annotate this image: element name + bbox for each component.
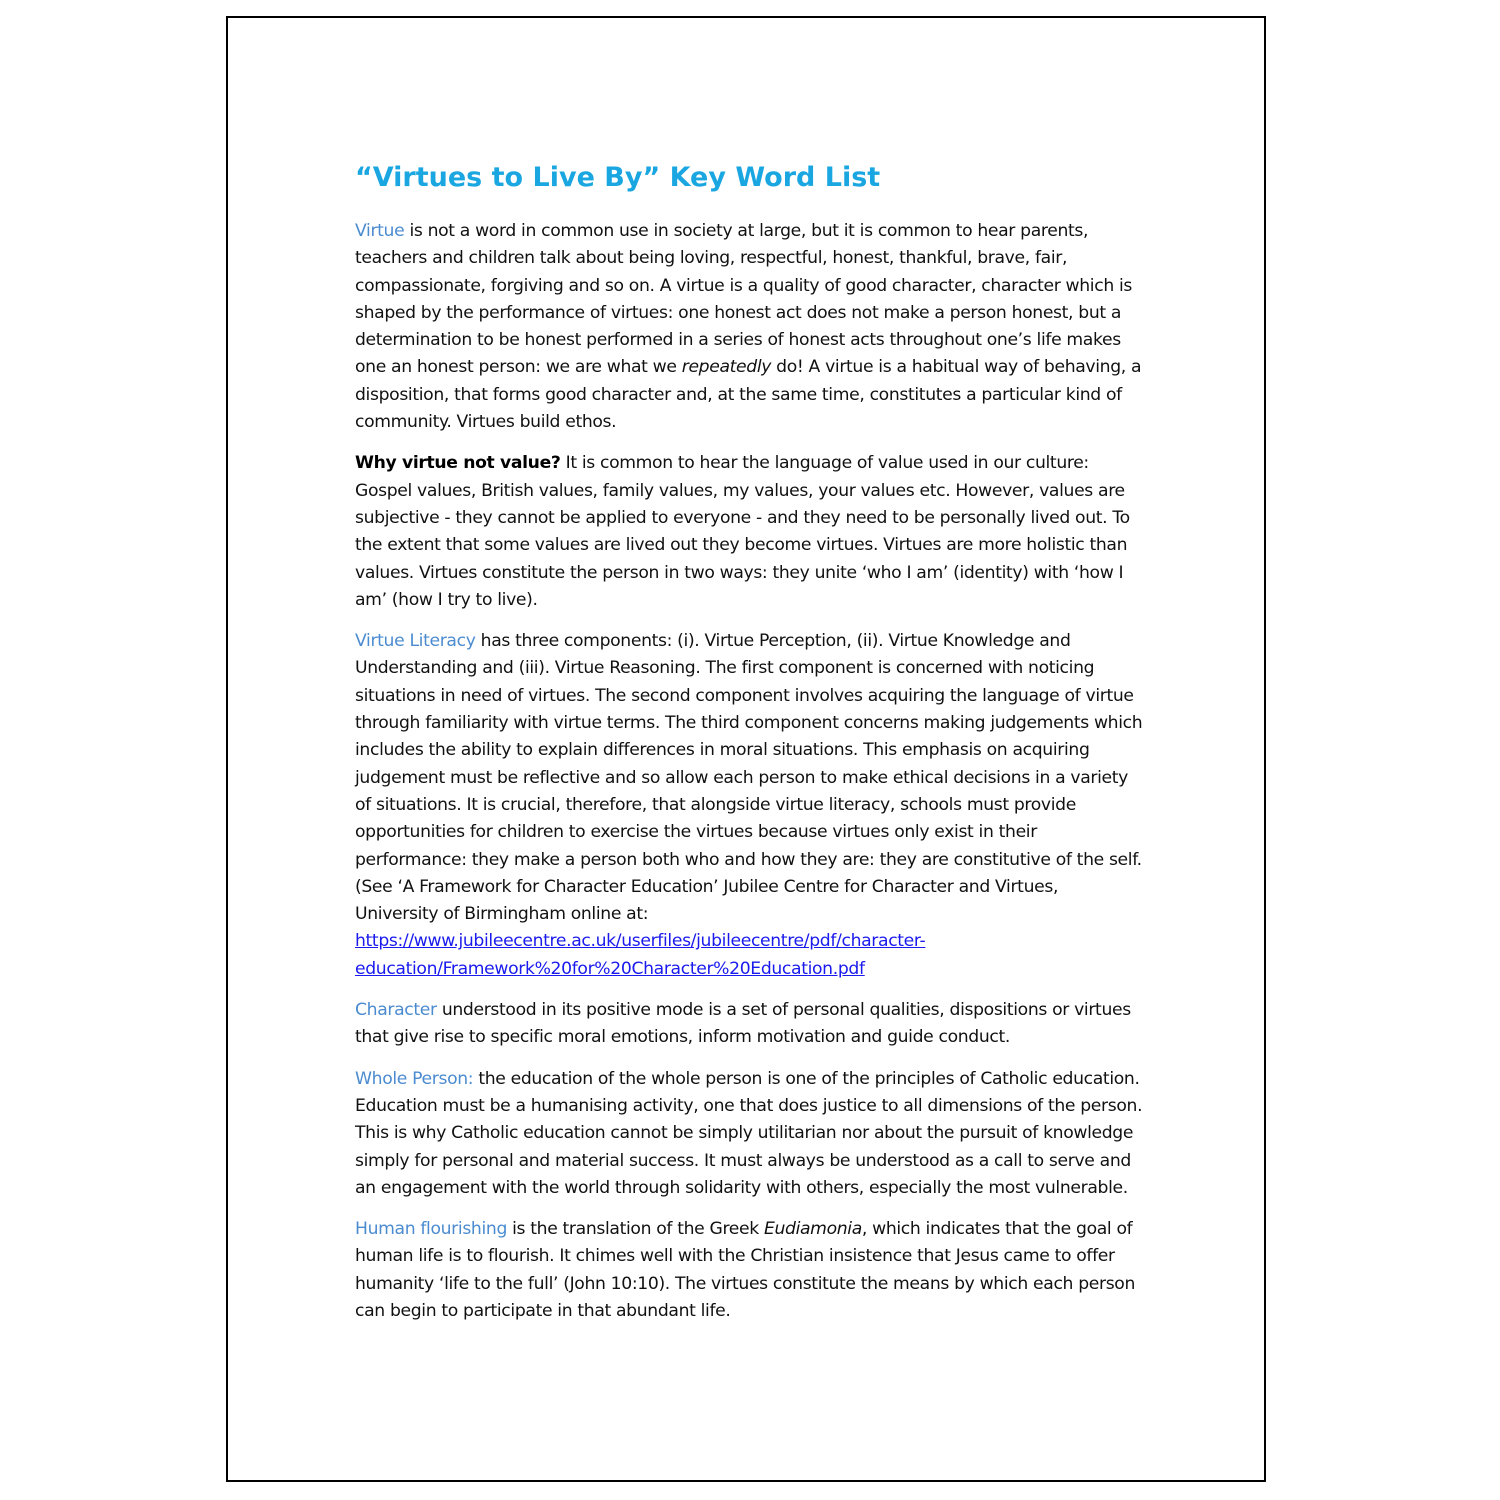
paragraph-virtue-text-before: is not a word in common use in society at large, but it is common to hear parents, teachers and children talk about being loving, respectful, honest, thankful, brave, fair, compassionate, forgiving and so on. A virtue is a quality of good character, character which is shaped by the performance of virtues: one honest act does not make a person honest, but a determination to be honest performed in a series of honest acts throughout one’s life makes one an honest person: we are what we — [355, 221, 1133, 378]
page-content — [355, 158, 1145, 1339]
term-why-virtue: Why virtue not value? — [355, 453, 561, 474]
term-whole-person: Whole Person: — [355, 1068, 474, 1089]
paragraph-virtue-emphasis: repeatedly — [681, 357, 772, 378]
paragraph-human-flourishing-text-after: , which indicates that the goal of human life is to flourish. It chimes well with the Christian insistence that Jesus came to offer humanity ‘life to the full’ (John 10:10). The virtues constitute the means by which each person can begin to participate in that abundant life. — [355, 1219, 1136, 1321]
jubilee-framework-link[interactable] — [355, 931, 925, 978]
document-page — [226, 16, 1266, 1482]
paragraph-virtue-literacy — [355, 628, 1145, 983]
paragraph-whole-person — [355, 1066, 1145, 1202]
term-character: Character — [355, 1000, 437, 1021]
paragraph-character-text: understood in its positive mode is a set of personal qualities, dispositions or virtues that give rise to specific moral emotions, inform motivation and guide conduct. — [355, 1000, 1131, 1048]
paragraph-human-flourishing-text-before: is the translation of the Greek — [507, 1219, 764, 1240]
term-virtue-literacy: Virtue Literacy — [355, 631, 476, 652]
paragraph-virtue-text-after: do! A virtue is a habitual way of behaving, a disposition, that forms good character and, at the same time, constitutes a particular kind of community. Virtues build ethos. — [355, 357, 1142, 433]
paragraph-whole-person-text: the education of the whole person is one of the principles of Catholic education. Education must be a humanising activity, one that does justice to all dimensions of the person. This is why Catholic education cannot be simply utilitarian nor about the pursuit of knowledge simply for personal and material success. It must always be understood as a call to serve and an engagement with the world through solidarity with others, especially the most vulnerable. — [355, 1068, 1143, 1198]
paragraph-virtue-literacy-text: has three components: (i). Virtue Perception, (ii). Virtue Knowledge and Understanding and (iii). Virtue Reasoning. The first component is concerned with noticing situations in need of virtues. The second component involves acquiring the language of virtue through familiarity with virtue terms. The third component concerns making judgements which includes the ability to explain differences in moral situations. This emphasis on acquiring judgement must be reflective and so allow each person to make ethical decisions in a variety of situations. It is crucial, therefore, that alongside virtue literacy, schools must provide opportunities for children to exercise the virtues because virtues only exist in their performance: they make a person both who and how they are: they are constitutive of the self. (See ‘A Framework for Character Education’ Jubilee Centre for Character and Virtues, University of Birmingham online at: — [355, 631, 1143, 925]
paragraph-human-flourishing — [355, 1216, 1145, 1325]
page-title: “Virtues to Live By” Key Word List — [355, 162, 881, 193]
term-human-flourishing: Human flourishing — [355, 1219, 508, 1240]
link-line-1[interactable]: https://www.jubileecentre.ac.uk/userfiles/jubileecentre/pdf/character- — [355, 931, 926, 952]
paragraph-why-virtue — [355, 450, 1145, 614]
paragraph-virtue — [355, 218, 1145, 436]
link-line-2[interactable]: education/Framework%20for%20Character%20Education.pdf — [355, 958, 865, 979]
paragraph-character — [355, 997, 1145, 1052]
paragraph-why-virtue-text: It is common to hear the language of value used in our culture: Gospel values, British values, family values, my values, your values etc. However, values are subjective - they cannot be applied to everyone - and they need to be personally lived out. To the extent that some values are lived out they become virtues. Virtues are more holistic than values. Virtues constitute the person in two ways: they unite ‘who I am’ (identity) with ‘how I am’ (how I try to live). — [355, 453, 1130, 610]
paragraph-human-flourishing-emphasis: Eudiamonia — [763, 1219, 862, 1240]
term-virtue: Virtue — [355, 221, 405, 241]
